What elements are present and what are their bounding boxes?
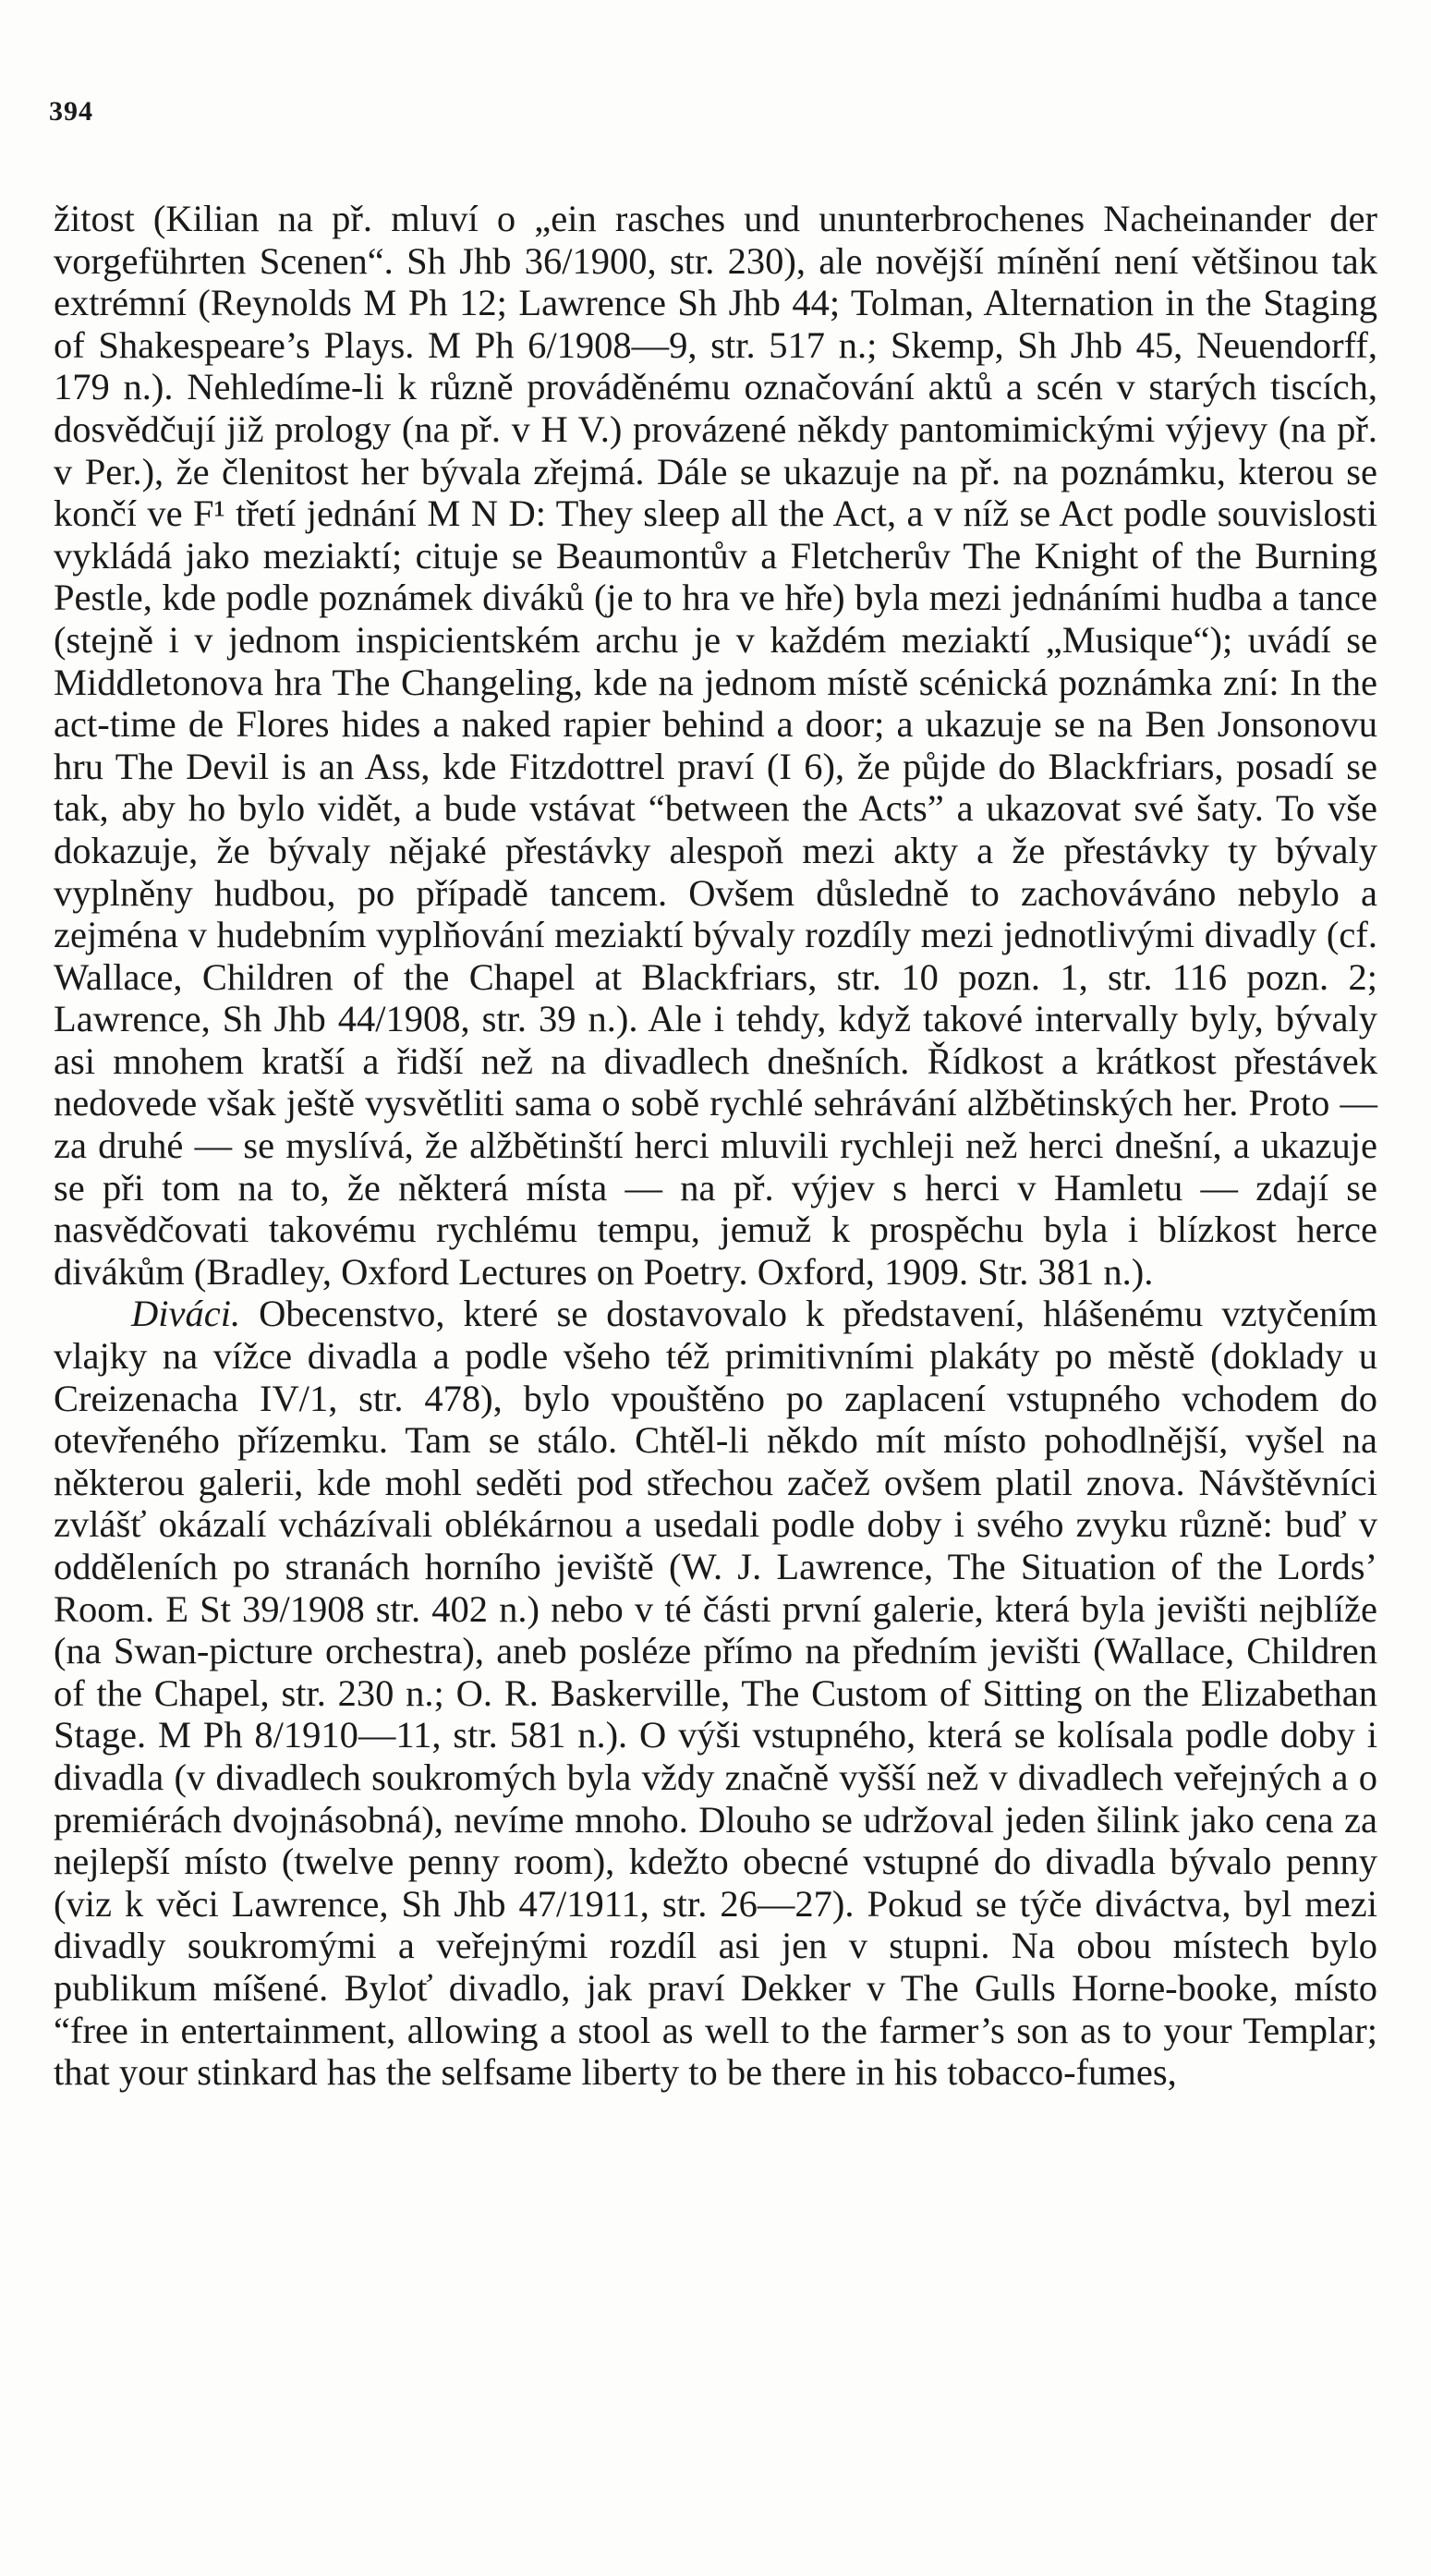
section-runin-heading: Diváci. [131,1293,241,1335]
page-number: 394 [49,96,93,127]
paragraph-divaci-text: Obecenstvo, které se dostavovalo k představení, hlášenému vztyčením vlajky na vížce divadla a podle všeho též primitivními plakáty po městě (doklady u Creizenacha IV/1, str. 478), bylo vpouštěno po zaplacení vstupného vchodem do otevřeného přízemku. Tam se stálo. Chtěl-li někdo mít místo pohodlnější, vyšel na některou galerii, kde mohl seděti pod střechou začež ovšem platil znova. Návštěvníci zvlášť okázalí vcházívali oblékárnou a usedali podle doby i svého zvyku různě: buď v odděleních po stranách horního jeviště (W. J. Lawrence, The Situation of the Lords’ Room. E St 39/1908 str. 402 n.) nebo v té části první galerie, která byla jevišti nejblíže (na Swan-picture orchestra), aneb posléze přímo na předním jevišti (Wallace, Children of the Chapel, str. 230 n.; O. R. Baskerville, The Custom of Sitting on the Elizabethan Stage. M Ph 8/1910—11, str. 581 n.). O výši vstupného, která se kolísala podle doby i divadla (v divadlech soukromých byla vždy značně vyšší než v divadlech veřejných a o premiérách dvojnásobná), nevíme mnoho. Dlouho se udržoval jeden šilink jako cena za nejlepší místo (twelve penny room), kdežto obecné vstupné do divadla bývalo penny (viz k věci Lawrence, Sh Jhb 47/1911, str. 26—27). Pokud se týče diváctva, byl mezi divadly soukromými a veřejnými rozdíl asi jen v stupni. Na obou místech bylo publikum míšené. Byloť divadlo, jak praví Dekker v The Gulls Horne-booke, místo “free in entertainment, allowing a stool as well to the farmer’s son as to your Templar; that your stinkard has the selfsame liberty to be there in his tobacco-fumes, [54,1293,1378,2094]
body-text [54,198,1377,2094]
paragraph-continuation: žitost (Kilian na př. mluví o „ein rasches und ununterbrochenes Nacheinander der vorgeführten Scenen“. Sh Jhb 36/1900, str. 230), ale novější mínění není většinou tak extrémní (Reynolds M Ph 12; Lawrence Sh Jhb 44; Tolman, Alternation in the Staging of Shakespeare’s Plays. M Ph 6/1908—9, str. 517 n.; Skemp, Sh Jhb 45, Neuendorff, 179 n.). Nehledíme-li k různě prováděnému označování aktů a scén v starých tiscích, dosvědčují již prology (na př. v H V.) provázené někdy pantomimickými výjevy (na př. v Per.), že členitost her bývala zřejmá. Dále se ukazuje na př. na poznámku, kterou se končí ve F¹ třetí jednání M N D: They sleep all the Act, a v níž se Act podle souvislosti vykládá jako meziaktí; cituje se Beaumontův a Fletcherův The Knight of the Burning Pestle, kde podle poznámek diváků (je to hra ve hře) byla mezi jednáními hudba a tance (stejně i v jednom inspicientském archu je v každém meziaktí „Musique“); uvádí se Middletonova hra The Changeling, kde na jednom místě scénická poznámka zní: In the act-time de Flores hides a naked rapier behind a door; a ukazuje se na Ben Jonsonovu hru The Devil is an Ass, kde Fitzdottrel praví (I 6), že půjde do Blackfriars, posadí se tak, aby ho bylo vidět, a bude vstávat “between the Acts” a ukazovat své šaty. To vše dokazuje, že bývaly nějaké přestávky alespoň mezi akty a že přestávky ty bývaly vyplněny hudbou, po případě tancem. Ovšem důsledně to zachováváno nebylo a zejména v hudebním vyplňování meziaktí bývaly rozdíly mezi jednotlivými divadly (cf. Wallace, Children of the Chapel at Blackfriars, str. 10 pozn. 1, str. 116 pozn. 2; Lawrence, Sh Jhb 44/1908, str. 39 n.). Ale i tehdy, když takové intervally byly, bývaly asi mnohem kratší a řidší než na divadlech dnešních. Řídkost a krátkost přestávek nedovede však ještě vysvětliti sama o sobě rychlé sehrávání alžbětinských her. Proto — za druhé — se myslívá, že alžbětinští herci mluvili rychleji než herci dnešní, a ukazuje se při tom na to, že některá místa — na př. výjev s herci v Hamletu — zdají se nasvědčovati takovému rychlému tempu, jemuž k prospěchu byla i blízkost herce divákům (Bradley, Oxford Lectures on Poetry. Oxford, 1909. Str. 381 n.). [54,198,1377,1293]
paragraph-divaci [54,1293,1377,2093]
